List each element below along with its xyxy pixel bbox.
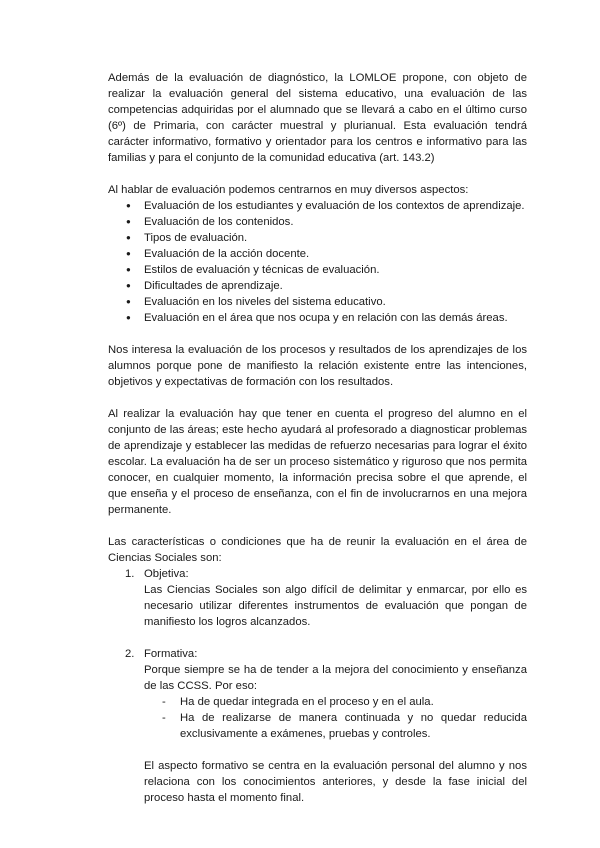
list-item: ● Tipos de evaluación. xyxy=(126,230,527,246)
item-title: Formativa: xyxy=(144,648,198,660)
list-item: ● Evaluación de los estudiantes y evaluación de los contextos de aprendizaje. xyxy=(126,198,527,214)
intro-paragraph: Además de la evaluación de diagnóstico, la LOMLOE propone, con objeto de realizar la evaluación general del sistema educativo, una evaluación de las competencias adquiridas por el alumnado que se llevará a cabo en el último curso (6º) de Primaria, con carácter muestral y plurianual. Esta evaluación tendrá carácter informativo, formativo y orientador para los centros e informativo para las familias y para el conjunto de la comunidad educativa (art. 143.2) xyxy=(108,72,527,164)
aspects-list xyxy=(108,198,527,326)
list-item: - Ha de quedar integrada en el proceso y en el aula. xyxy=(162,694,527,710)
characteristic-formativa xyxy=(108,646,527,806)
list-item: ● Dificultades de aprendizaje. xyxy=(126,278,527,294)
list-item: ● Estilos de evaluación y técnicas de evaluación. xyxy=(126,262,527,278)
progress-paragraph: Al realizar la evaluación hay que tener en cuenta el progreso del alumno en el conjunto de las áreas; este hecho ayudará al profesorado a diagnosticar problemas de aprendizaje y establecer las medidas de refuerzo necesarias para lograr el éxito escolar. La evaluación ha de ser un proceso sistemático y riguroso que nos permita conocer, en cualquier momento, la información precisa sobre el que aprende, el que enseña y el proceso de enseñanza, con el fin de involucrarnos en una mejora permanente. xyxy=(108,408,527,516)
item-number: 2. xyxy=(125,648,135,660)
list-item: ● Evaluación en los niveles del sistema educativo. xyxy=(126,294,527,310)
characteristic-objetiva xyxy=(108,566,527,630)
list-item: ● Evaluación de los contenidos. xyxy=(126,214,527,230)
item-number: 1. xyxy=(125,568,135,580)
characteristics-intro: Las características o condiciones que ha de reunir la evaluación en el área de Ciencias Sociales son: xyxy=(108,536,527,564)
list-item: - Ha de realizarse de manera continuada y no quedar reducida exclusivamente a exámenes, pruebas y controles. xyxy=(162,710,527,742)
dash-list xyxy=(144,694,527,742)
list-item: ● Evaluación en el área que nos ocupa y en relación con las demás áreas. xyxy=(126,310,527,326)
item-title: Objetiva: xyxy=(144,568,189,580)
item-closing: El aspecto formativo se centra en la evaluación personal del alumno y nos relaciona con los conocimientos anteriores, y desde la fase inicial del proceso hasta el momento final. xyxy=(144,760,527,804)
list-item: ● Evaluación de la acción docente. xyxy=(126,246,527,262)
item-text: Las Ciencias Sociales son algo difícil de delimitar y enmarcar, por ello es necesario utilizar diferentes instrumentos de evaluación que pongan de manifiesto los logros alcanzados. xyxy=(144,584,527,628)
aspects-intro: Al hablar de evaluación podemos centrarnos en muy diversos aspectos: xyxy=(108,184,469,196)
item-text: Porque siempre se ha de tender a la mejora del conocimiento y enseñanza de las CCSS. Por eso: xyxy=(144,664,527,692)
interest-paragraph: Nos interesa la evaluación de los procesos y resultados de los aprendizajes de los alumnos porque pone de manifiesto la relación existente entre las intenciones, objetivos y expectativas de formación con los resultados. xyxy=(108,344,527,388)
